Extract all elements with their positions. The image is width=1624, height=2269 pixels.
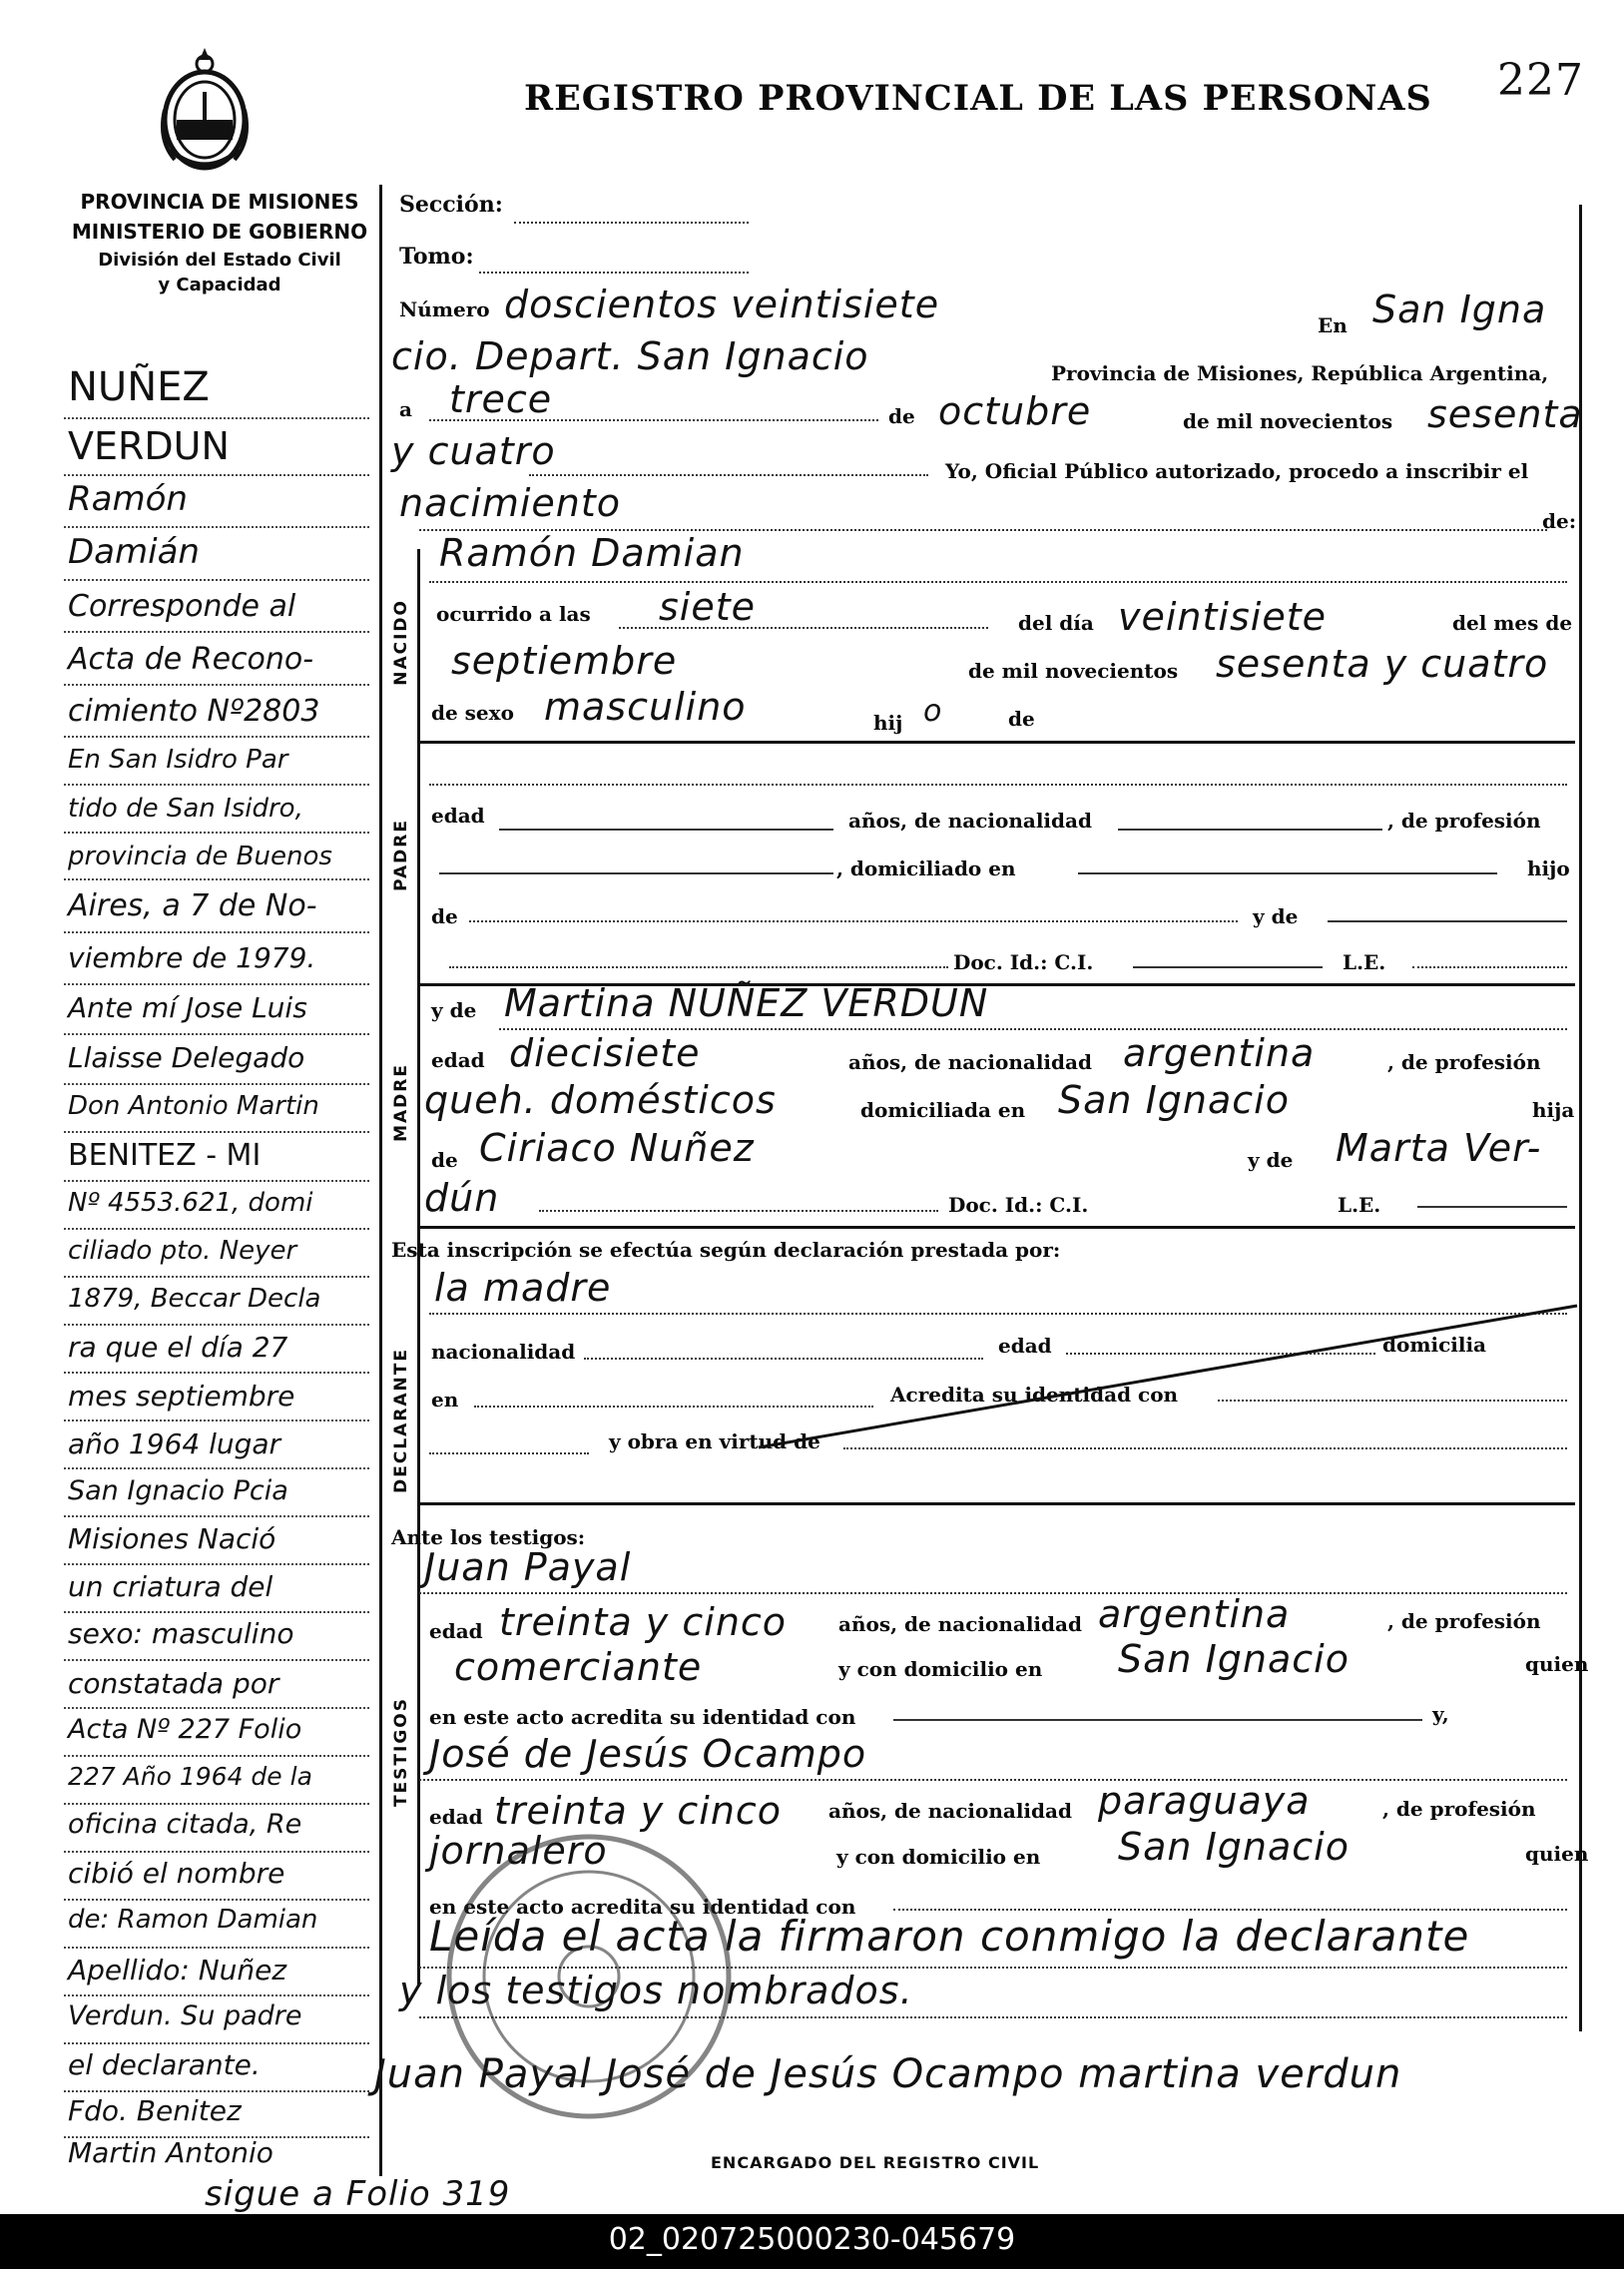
day-line <box>429 419 878 421</box>
testigo-1-dom-label: y con domicilio en <box>838 1657 1043 1681</box>
numero-label: Número <box>399 297 490 321</box>
testigo-2-quien-label: quien <box>1525 1842 1589 1866</box>
madre-doc-line <box>539 1210 938 1212</box>
testigo-2-acredita-label: en este acto acredita su identidad con <box>429 1895 856 1919</box>
margin-line-10: provincia de Buenos <box>68 842 332 871</box>
provincia-text: Provincia de Misiones, República Argentina, <box>1051 361 1549 385</box>
sexo-value: masculino <box>544 685 747 729</box>
a-label: a <box>399 397 412 421</box>
de-colon: de: <box>1542 509 1577 533</box>
official-seal-icon <box>439 1827 739 2126</box>
testigo-2-acredita-line <box>893 1909 1567 1911</box>
testigo-2-prof: jornalero <box>429 1829 608 1873</box>
padre-de-line <box>469 920 1238 922</box>
margin-line-1: NUÑEZ <box>68 364 210 410</box>
padre-nacionalidad-label: años, de nacionalidad <box>848 809 1092 833</box>
testigo-1-acredita-line <box>893 1719 1422 1721</box>
margin-line-24: Misiones Nació <box>68 1522 276 1555</box>
madre-nacionalidad-value: argentina <box>1123 1031 1316 1075</box>
hijo-suffix: o <box>923 694 943 729</box>
year-line <box>529 474 928 476</box>
madre-mother-value-2: dún <box>424 1176 500 1220</box>
margin-line-20: ra que el día 27 <box>68 1331 288 1364</box>
divider-nacido-padre <box>417 741 1575 744</box>
nacido-name-line <box>429 581 1567 583</box>
margin-line-15: Don Antonio Martin <box>68 1091 319 1121</box>
en-label: En <box>1318 313 1348 337</box>
section-label-madre: MADRE <box>391 1063 411 1142</box>
nacido-mil-label: de mil novecientos <box>968 659 1179 683</box>
margin-line-37: Martin Antonio <box>68 2136 273 2169</box>
testigo-1-nac: argentina <box>1098 1592 1291 1636</box>
padre-doc-label: Doc. Id.: C.I. <box>953 950 1094 974</box>
testigo-1-nac-label: años, de nacionalidad <box>838 1612 1082 1636</box>
margin-line-27: constatada por <box>68 1667 279 1700</box>
padre-line-0 <box>429 784 1567 786</box>
seccion-line <box>514 222 749 224</box>
testigo-2-dom-label: y con domicilio en <box>836 1845 1041 1869</box>
year-value-1: sesenta <box>1427 392 1583 436</box>
sexo-label: de sexo <box>431 701 514 725</box>
acta-type: nacimiento <box>399 481 622 525</box>
margin-line-17: Nº 4553.621, domi <box>68 1188 313 1218</box>
margin-line-2: VERDUN <box>68 424 230 468</box>
testigo-2-prof-label: , de profesión <box>1382 1797 1536 1821</box>
hijo-label: hij <box>873 711 903 735</box>
padre-hijo-label: hijo <box>1527 856 1570 880</box>
madre-profesion-value: queh. domésticos <box>424 1078 777 1122</box>
office-line-3: División del Estado Civil <box>98 250 341 271</box>
office-line-4: y Capacidad <box>158 275 281 295</box>
margin-line-18: ciliado pto. Neyer <box>68 1236 297 1266</box>
document-title: REGISTRO PROVINCIAL DE LAS PERSONAS <box>524 78 1432 119</box>
declarante-obra-label: y obra en virtud de <box>609 1429 820 1453</box>
right-border <box>1579 205 1582 2031</box>
margin-line-23: San Ignacio Pcia <box>68 1475 288 1506</box>
testigo-1-prof: comerciante <box>454 1645 703 1689</box>
ocurrido-label: ocurrido a las <box>436 602 591 626</box>
declarante-domicilio-label: domicilia <box>1382 1333 1487 1357</box>
margin-line-8: En San Isidro Par <box>68 745 288 775</box>
margin-line-28: Acta Nº 227 Folio <box>68 1714 302 1745</box>
madre-y-de-label: y de <box>431 998 477 1022</box>
margin-line-12: viembre de 1979. <box>68 941 316 974</box>
margin-line-21: mes septiembre <box>68 1380 295 1413</box>
madre-le-label: L.E. <box>1338 1193 1381 1217</box>
nacido-year-value: sesenta y cuatro <box>1216 642 1549 686</box>
place-value-2: cio. Depart. San Ignacio <box>391 334 869 378</box>
madre-edad-label: edad <box>431 1048 485 1072</box>
declarante-obra-line-a <box>429 1452 589 1454</box>
padre-de-label: de <box>431 904 458 928</box>
de-label: de <box>888 404 915 428</box>
testigo-2-nac-label: años, de nacionalidad <box>828 1799 1072 1823</box>
padre-prof-line <box>439 872 833 874</box>
padre-edad-line <box>499 829 833 831</box>
padre-nac-line <box>1118 829 1382 831</box>
testigo-1-acredita-label: en este acto acredita su identidad con <box>429 1705 856 1729</box>
testigo-1-y-label: y, <box>1432 1702 1449 1726</box>
section-label-nacido: NACIDO <box>391 599 411 686</box>
madre-profesion-label: , de profesión <box>1387 1050 1541 1074</box>
office-line-1: PROVINCIA DE MISIONES <box>80 190 359 214</box>
margin-line-7: cimiento Nº2803 <box>68 694 320 729</box>
section-border <box>417 549 420 1986</box>
testigo-1-name-line <box>419 1592 1567 1594</box>
margin-line-3: Ramón <box>68 479 188 519</box>
section-label-testigos: TESTIGOS <box>391 1697 411 1808</box>
declarante-intro: Esta inscripción se efectúa según declaración prestada por: <box>391 1238 1061 1262</box>
testigos-intro: Ante los testigos: <box>391 1525 586 1549</box>
testigo-1-edad: treinta y cinco <box>499 1600 788 1644</box>
madre-domicilio-value: San Ignacio <box>1058 1078 1290 1122</box>
madre-name: Martina NUÑEZ VERDUN <box>504 981 989 1025</box>
margin-line-5: Corresponde al <box>68 589 296 624</box>
left-border <box>379 185 382 2176</box>
nacido-name: Ramón Damian <box>439 531 745 575</box>
padre-ci-line <box>1133 966 1323 968</box>
hour-value: siete <box>659 585 757 629</box>
folio-number: 227 <box>1497 55 1584 106</box>
margin-line-34: Verdun. Su padre <box>68 2000 302 2031</box>
testigo-1-dom: San Ignacio <box>1118 1637 1350 1681</box>
testigo-2-name: José de Jesús Ocampo <box>429 1732 867 1776</box>
padre-y-de-line <box>1328 920 1567 922</box>
testigo-2-nac: paraguaya <box>1098 1779 1311 1823</box>
margin-line-11: Aires, a 7 de No- <box>68 888 317 923</box>
margin-line-26: sexo: masculino <box>68 1617 294 1650</box>
madre-father-value: Ciriaco Nuñez <box>479 1126 755 1170</box>
coat-of-arms-icon <box>150 40 260 180</box>
padre-le-line <box>1412 966 1567 968</box>
footer-code: 02_020725000230-045679 <box>608 2222 1016 2257</box>
madre-name-line <box>499 1028 1567 1030</box>
place-value-1: San Igna <box>1372 287 1547 331</box>
testigo-1-prof-label: , de profesión <box>1387 1609 1541 1633</box>
padre-dom-line <box>1078 872 1497 874</box>
padre-domicilio-label: , domiciliado en <box>836 856 1016 880</box>
day-value: trece <box>449 377 553 421</box>
office-line-2: MINISTERIO DE GOBIERNO <box>71 220 368 244</box>
testigo-2-dom: San Ignacio <box>1118 1825 1350 1869</box>
testigo-2-edad: treinta y cinco <box>494 1789 783 1833</box>
testigo-2-name-line <box>419 1779 1567 1781</box>
declarante-value: la madre <box>434 1266 612 1310</box>
tomo-label: Tomo: <box>399 244 474 270</box>
closing-line-1: Leída el acta la firmaron conmigo la declarante <box>429 1912 1470 1961</box>
padre-profesion-label: , de profesión <box>1387 809 1541 833</box>
seccion-label: Sección: <box>399 192 503 218</box>
declarante-acredita-label: Acredita su identidad con <box>890 1383 1179 1407</box>
oficial-stamp-text: ENCARGADO DEL REGISTRO CIVIL <box>711 2153 1040 2172</box>
margin-line-29: 227 Año 1964 de la <box>68 1762 312 1791</box>
margin-line-19: 1879, Beccar Decla <box>68 1284 321 1314</box>
declarante-nacionalidad-label: nacionalidad <box>431 1340 576 1364</box>
madre-nacionalidad-label: años, de nacionalidad <box>848 1050 1092 1074</box>
madre-le-line <box>1417 1206 1567 1208</box>
office-header <box>60 190 379 295</box>
closing-line-2: y los testigos nombrados. <box>399 1969 913 2012</box>
declarante-edad-label: edad <box>998 1334 1052 1358</box>
bottom-note: sigue a Folio 319 <box>205 2174 511 2214</box>
testigo-1-name: Juan Payal <box>424 1545 632 1589</box>
testigo-2-edad-label: edad <box>429 1805 483 1829</box>
divider-madre-declarante <box>417 1226 1575 1229</box>
nacido-day-value: veintisiete <box>1118 595 1327 639</box>
footer-bar <box>0 2214 1624 2269</box>
padre-le-label: L.E. <box>1343 950 1386 974</box>
year-value-2: y cuatro <box>391 429 556 473</box>
mil-label: de mil novecientos <box>1183 409 1393 433</box>
del-mes-label: del mes de <box>1452 611 1573 635</box>
testigo-1-edad-label: edad <box>429 1619 483 1643</box>
testigo-1-quien-label: quien <box>1525 1652 1589 1676</box>
padre-doc-line <box>449 966 948 968</box>
declarante-en-label: en <box>431 1388 459 1412</box>
margin-line-9: tido de San Isidro, <box>68 794 303 824</box>
nacido-month-value: septiembre <box>451 639 678 683</box>
padre-y-de-label: y de <box>1253 904 1299 928</box>
tomo-line <box>479 272 749 274</box>
numero-value: doscientos veintisiete <box>504 283 940 326</box>
margin-line-35: el declarante. <box>68 2048 261 2081</box>
madre-domicilio-label: domiciliada en <box>860 1098 1026 1122</box>
madre-de-label: de <box>431 1148 458 1172</box>
margin-line-25: un criatura del <box>68 1570 273 1603</box>
section-label-declarante: DECLARANTE <box>391 1348 411 1493</box>
oficial-text: Yo, Oficial Público autorizado, procedo a inscribir el <box>945 459 1529 483</box>
del-dia-label: del día <box>1018 611 1094 635</box>
margin-line-36: Fdo. Benitez <box>68 2094 242 2127</box>
madre-edad-value: diecisiete <box>509 1031 701 1075</box>
margin-line-14: Llaisse Delegado <box>68 1041 305 1074</box>
madre-y-de-label-2: y de <box>1248 1148 1294 1172</box>
margin-line-4: Damián <box>68 532 200 572</box>
divider-declarante-testigos <box>417 1502 1575 1505</box>
margin-line-13: Ante mí Jose Luis <box>68 991 307 1024</box>
madre-doc-label: Doc. Id.: C.I. <box>948 1193 1089 1217</box>
signatures: Juan Payal José de Jesús Ocampo martina verdun <box>374 2051 1402 2097</box>
padre-edad-label: edad <box>431 804 485 828</box>
margin-line-33: Apellido: Nuñez <box>68 1954 287 1986</box>
margin-line-31: cibió el nombre <box>68 1857 285 1890</box>
nacido-de-label: de <box>1008 707 1035 731</box>
month-value: octubre <box>938 389 1092 433</box>
declarante-strike-line <box>759 1298 1587 1457</box>
madre-mother-value-1: Marta Ver- <box>1336 1126 1542 1170</box>
madre-hija-label: hija <box>1532 1098 1575 1122</box>
margin-line-16: BENITEZ - MI <box>68 1138 262 1173</box>
margin-line-30: oficina citada, Re <box>68 1809 302 1840</box>
margin-line-6: Acta de Recono- <box>68 642 314 677</box>
margin-line-32: de: Ramon Damian <box>68 1905 318 1935</box>
margin-line-22: año 1964 lugar <box>68 1427 281 1460</box>
hour-line <box>619 627 988 629</box>
section-label-padre: PADRE <box>391 819 411 891</box>
